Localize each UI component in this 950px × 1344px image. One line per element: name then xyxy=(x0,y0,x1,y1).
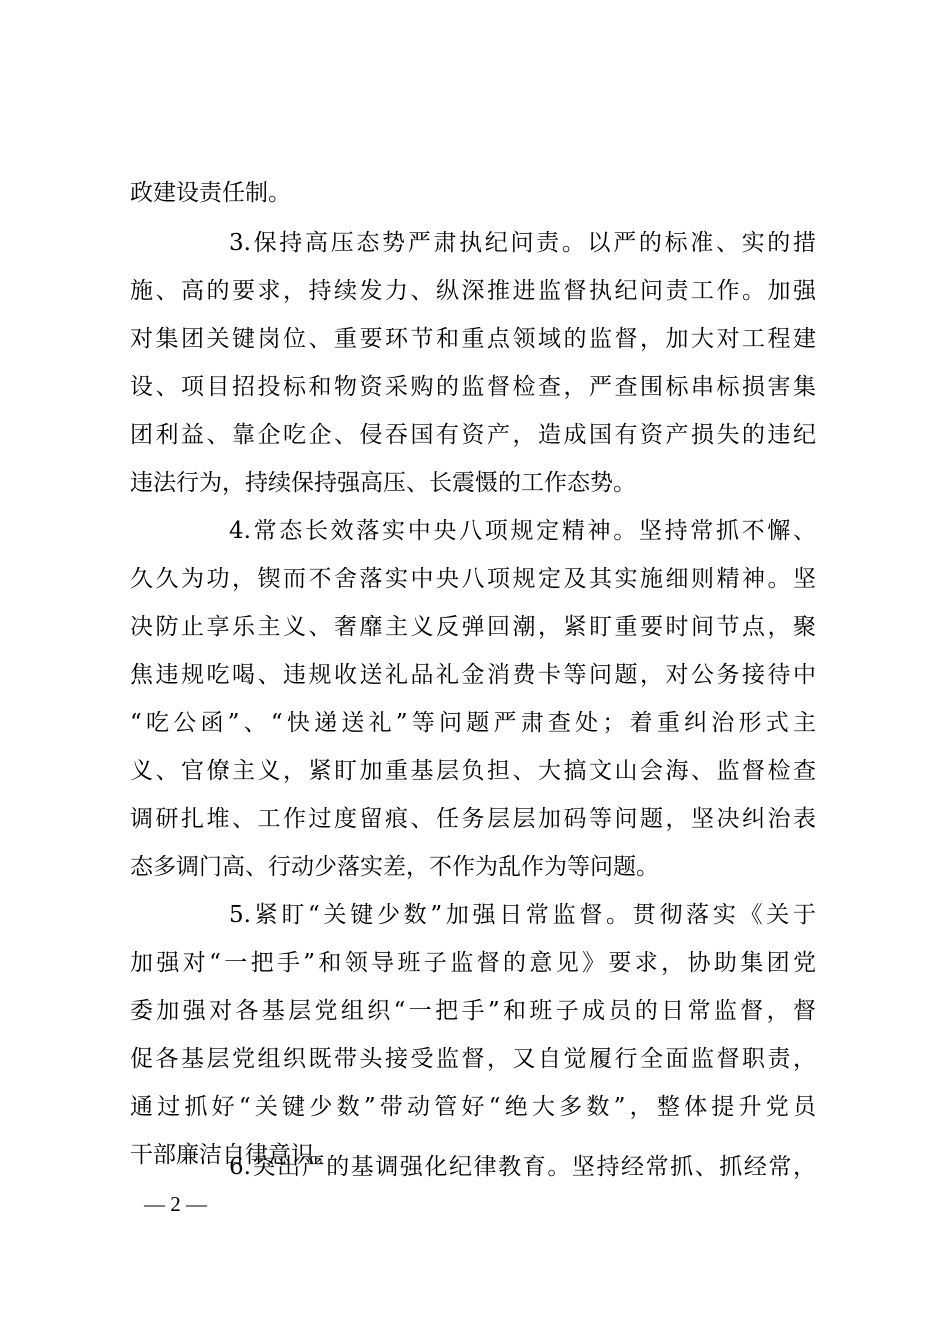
text-line: 促各基层党组织既带头接受监督，又自觉履行全面监督职责， xyxy=(130,1046,816,1072)
text-line: 决防止享乐主义、奢靡主义反弹回潮，紧盯重要时间节点，聚 xyxy=(130,614,816,640)
text-line: 久久为功，锲而不舍落实中央八项规定及其实施细则精神。坚 xyxy=(130,566,816,592)
section-6-heading-line: 6.突出严的基调强化纪律教育。坚持经常抓、抓经常， xyxy=(229,1154,816,1180)
text-line: 通过抓好“关键少数”带动管好“绝大多数”，整体提升党员 xyxy=(130,1094,816,1120)
text-line: 政建设责任制。 xyxy=(130,180,291,206)
text-line: “吃公函”、“快递送礼”等问题严肃查处；着重纠治形式主 xyxy=(130,710,816,736)
text-line: 对集团关键岗位、重要环节和重点领域的监督，加大对工程建 xyxy=(130,326,816,352)
text-line: 焦违规吃喝、违规收送礼品礼金消费卡等问题，对公务接待中 xyxy=(130,662,816,688)
section-4-heading-line: 4.常态长效落实中央八项规定精神。坚持常抓不懈、 xyxy=(229,518,816,544)
text-line: 委加强对各基层党组织“一把手”和班子成员的日常监督，督 xyxy=(130,998,816,1024)
text-line: 义、官僚主义，紧盯加重基层负担、大搞文山会海、监督检查 xyxy=(130,758,816,784)
text-line: 设、项目招投标和物资采购的监督检查，严查围标串标损害集 xyxy=(130,374,816,400)
text-line: 干部廉洁自律意识。 xyxy=(130,1142,337,1168)
text-line: 态多调门高、行动少落实差，不作为乱作为等问题。 xyxy=(130,854,659,880)
text-line: 违法行为，持续保持强高压、长震慑的工作态势。 xyxy=(130,470,636,496)
section-5-heading-line: 5.紧盯“关键少数”加强日常监督。贯彻落实《关于 xyxy=(229,902,816,928)
text-line: 施、高的要求，持续发力、纵深推进监督执纪问责工作。加强 xyxy=(130,278,816,304)
text-line: 团利益、靠企吃企、侵吞国有资产，造成国有资产损失的违纪 xyxy=(130,422,816,448)
text-line: 调研扎堆、工作过度留痕、任务层层加码等问题，坚决纠治表 xyxy=(130,806,816,832)
page-number: — 2 — xyxy=(144,1192,207,1216)
section-3-heading-line: 3.保持高压态势严肃执纪问责。以严的标准、实的措 xyxy=(229,230,816,256)
text-line: 加强对“一把手”和领导班子监督的意见》要求，协助集团党 xyxy=(130,950,816,976)
